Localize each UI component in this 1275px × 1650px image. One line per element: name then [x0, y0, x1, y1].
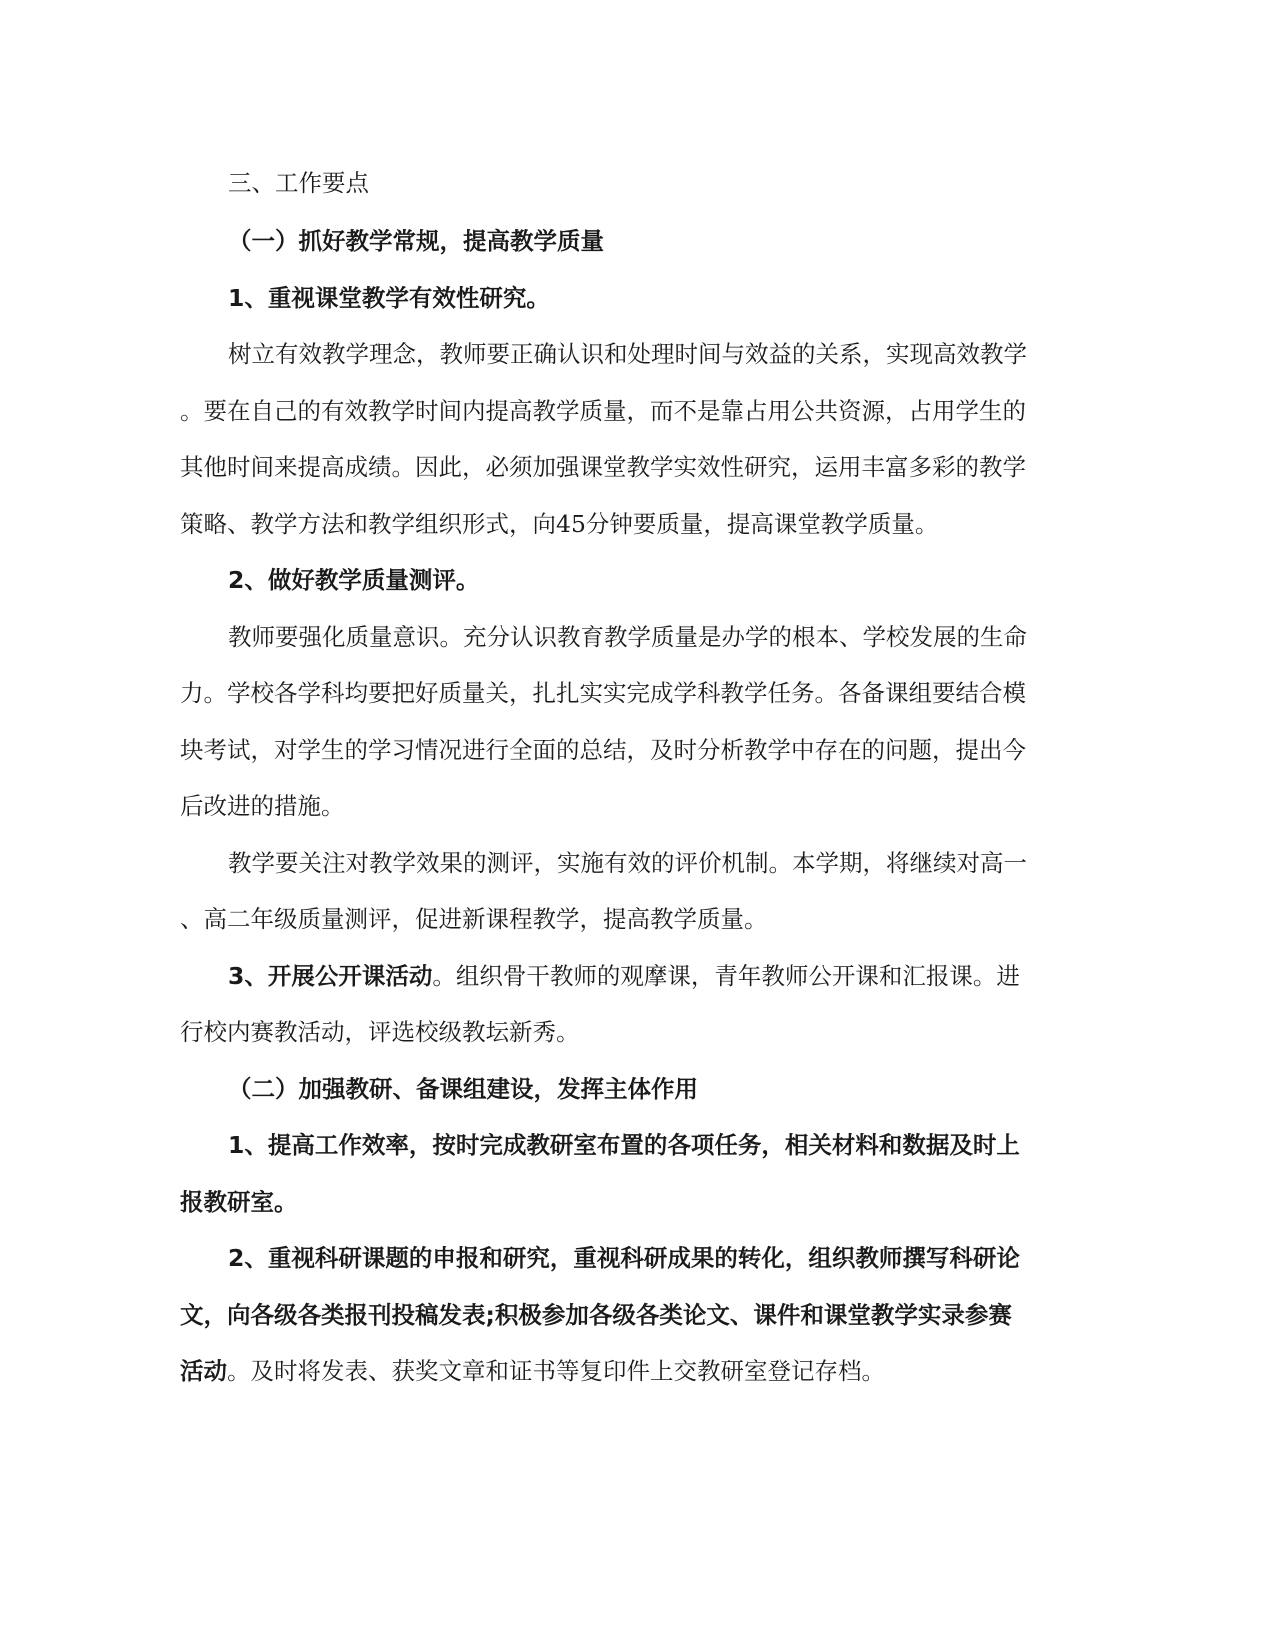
bold-text: 活动 [180, 1357, 227, 1385]
paragraph-line: 树立有效教学理念，教师要正确认识和处理时间与效益的关系，实现高效教学 [228, 340, 1027, 368]
section-heading: 三、工作要点 [228, 169, 369, 197]
paragraph-line: 策略、教学方法和教学组织形式，向45分钟要质量，提高课堂教学质量。 [180, 510, 939, 538]
item-title-1-3: 3、开展公开课活动 [228, 962, 433, 990]
item-line-2-1: 1、提高工作效率，按时完成教研室布置的各项任务，相关材料和数据及时上 [228, 1131, 1020, 1159]
item-title-1-2: 2、做好教学质量测评。 [228, 566, 480, 594]
paragraph-line: 行校内赛教活动，评选校级教坛新秀。 [180, 1018, 580, 1046]
item-line-2-2: 文，向各级各类报刊投稿发表;积极参加各级各类论文、课件和课堂教学实录参赛 [180, 1301, 1012, 1329]
paragraph-line: 后改进的措施。 [180, 792, 345, 820]
item-title-1-1: 1、重视课堂教学有效性研究。 [228, 284, 550, 312]
paragraph-line: 、高二年级质量测评，促进新课程教学，提高教学质量。 [180, 905, 768, 933]
item-text: 。组织骨干教师的观摩课，青年教师公开课和汇报课。进 [432, 962, 1020, 990]
paragraph-line: 教师要强化质量意识。充分认识教育教学质量是办学的根本、学校发展的生命 [228, 623, 1027, 651]
item-line-1-3 [228, 961, 1020, 991]
item-line-2-2: 2、重视科研课题的申报和研究，重视科研成果的转化，组织教师撰写科研论 [228, 1244, 1020, 1272]
paragraph-line: 力。学校各学科均要把好质量关，扎扎实实完成学科教学任务。各备课组要结合模 [180, 679, 1026, 707]
paragraph-line: 块考试，对学生的学习情况进行全面的总结，及时分析教学中存在的问题，提出今 [180, 736, 1026, 764]
paragraph-line: 。要在自己的有效教学时间内提高教学质量，而不是靠占用公共资源，占用学生的 [180, 397, 1026, 425]
paragraph-line: 教学要关注对教学效果的测评，实施有效的评价机制。本学期，将继续对高一 [228, 849, 1027, 877]
item-line-2-2 [180, 1356, 885, 1386]
subsection-title-1: （一）抓好教学常规，提高教学质量 [228, 227, 604, 255]
item-line-2-1: 报教研室。 [180, 1188, 298, 1216]
paragraph-line: 其他时间来提高成绩。因此，必须加强课堂教学实效性研究，运用丰富多彩的教学 [180, 453, 1026, 481]
item-text: 。及时将发表、获奖文章和证书等复印件上交教研室登记存档。 [227, 1357, 885, 1385]
subsection-title-2: （二）加强教研、备课组建设，发挥主体作用 [228, 1075, 698, 1103]
